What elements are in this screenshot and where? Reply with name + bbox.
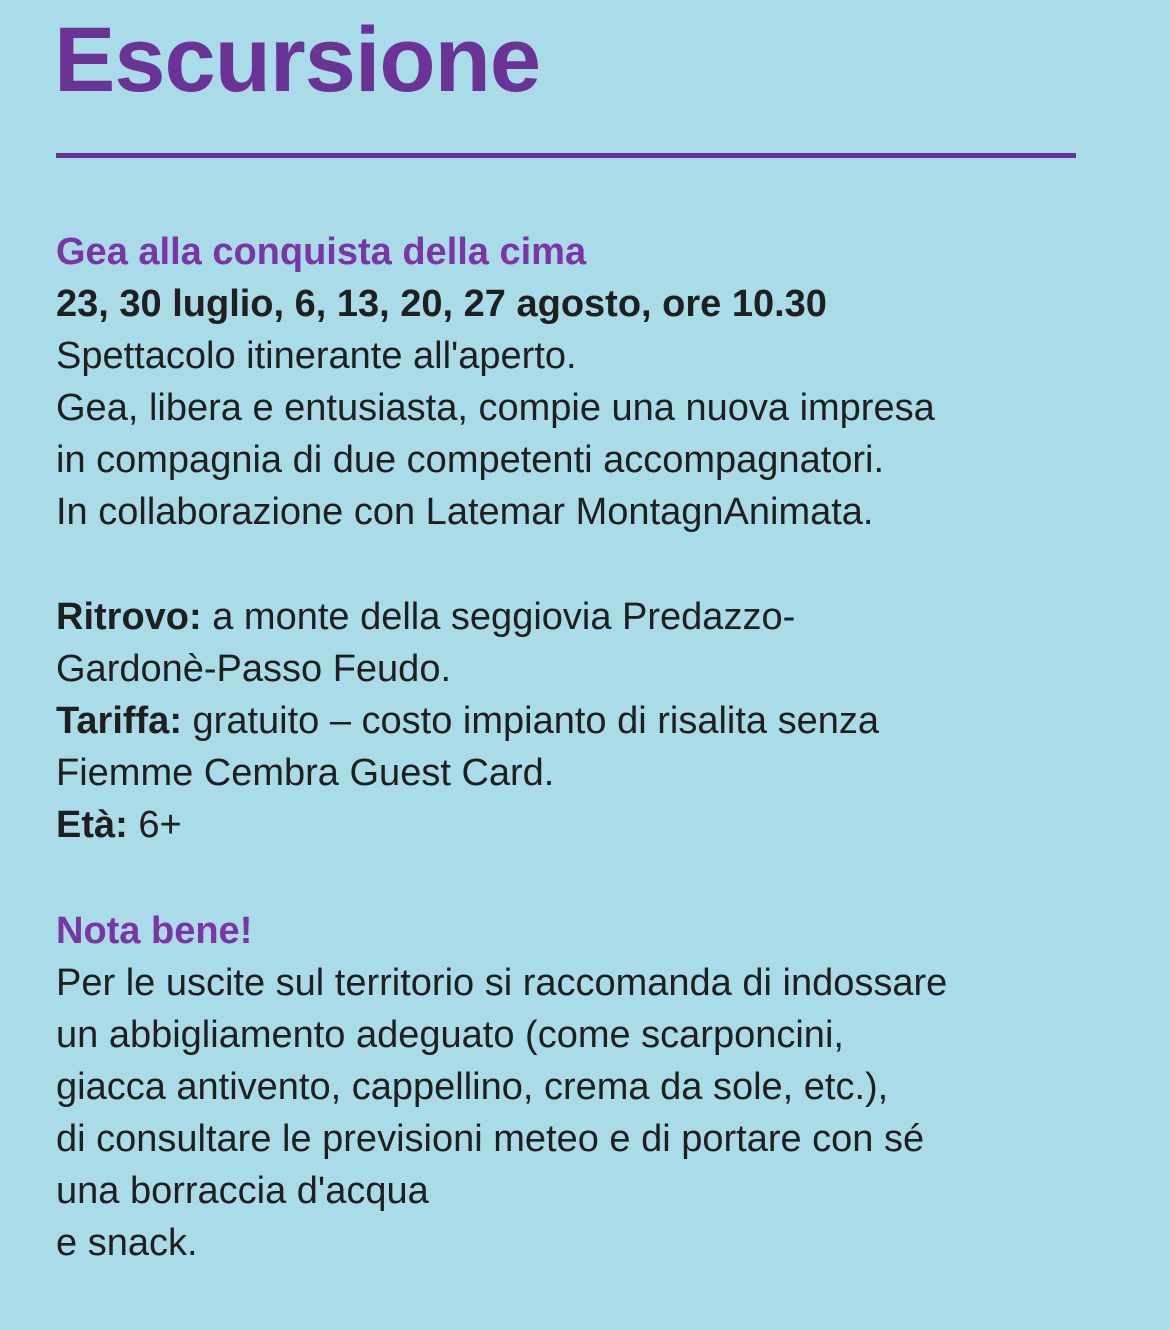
note-line: Per le uscite sul territorio si raccomanda di indossare xyxy=(56,962,948,1004)
tariffa-value: gratuito – costo impianto di risalita senza xyxy=(192,700,879,742)
tariffa-label: Tariffa: xyxy=(56,700,182,742)
note-line: di consultare le previsioni meteo e di portare con sé xyxy=(56,1118,925,1160)
note-section xyxy=(56,905,1096,1269)
tariffa-value-continued: Fiemme Cembra Guest Card. xyxy=(56,752,555,794)
ritrovo-value: a monte della seggiovia Predazzo- xyxy=(212,596,796,638)
event-description-line: In collaborazione con Latemar MontagnAnimata. xyxy=(56,491,874,533)
note-line: un abbigliamento adeguato (come scarponcini, xyxy=(56,1014,844,1056)
note-line: una borraccia d'acqua xyxy=(56,1170,429,1212)
eta-value: 6+ xyxy=(138,804,182,846)
event-dates: 23, 30 luglio, 6, 13, 20, 27 agosto, ore 10.30 xyxy=(56,283,827,325)
event-name: Gea alla conquista della cima xyxy=(56,231,587,273)
eta-label: Età: xyxy=(56,804,128,846)
note-line: giacca antivento, cappellino, crema da sole, etc.), xyxy=(56,1066,889,1108)
tariffa-row xyxy=(56,695,1096,747)
page-title: Escursione xyxy=(54,9,540,111)
event-description-line: Spettacolo itinerante all'aperto. xyxy=(56,335,577,377)
ritrovo-row xyxy=(56,591,1096,643)
event-section xyxy=(56,226,1096,538)
ritrovo-value-continued: Gardonè-Passo Feudo. xyxy=(56,648,452,690)
title-divider xyxy=(56,153,1076,158)
event-description-line: Gea, libera e entusiasta, compie una nuova impresa xyxy=(56,387,935,429)
event-description-line: in compagnia di due competenti accompagnatori. xyxy=(56,439,885,481)
eta-row xyxy=(56,799,1096,851)
note-line: e snack. xyxy=(56,1222,198,1264)
details-section xyxy=(56,591,1096,851)
note-heading: Nota bene! xyxy=(56,910,253,952)
ritrovo-label: Ritrovo: xyxy=(56,596,202,638)
